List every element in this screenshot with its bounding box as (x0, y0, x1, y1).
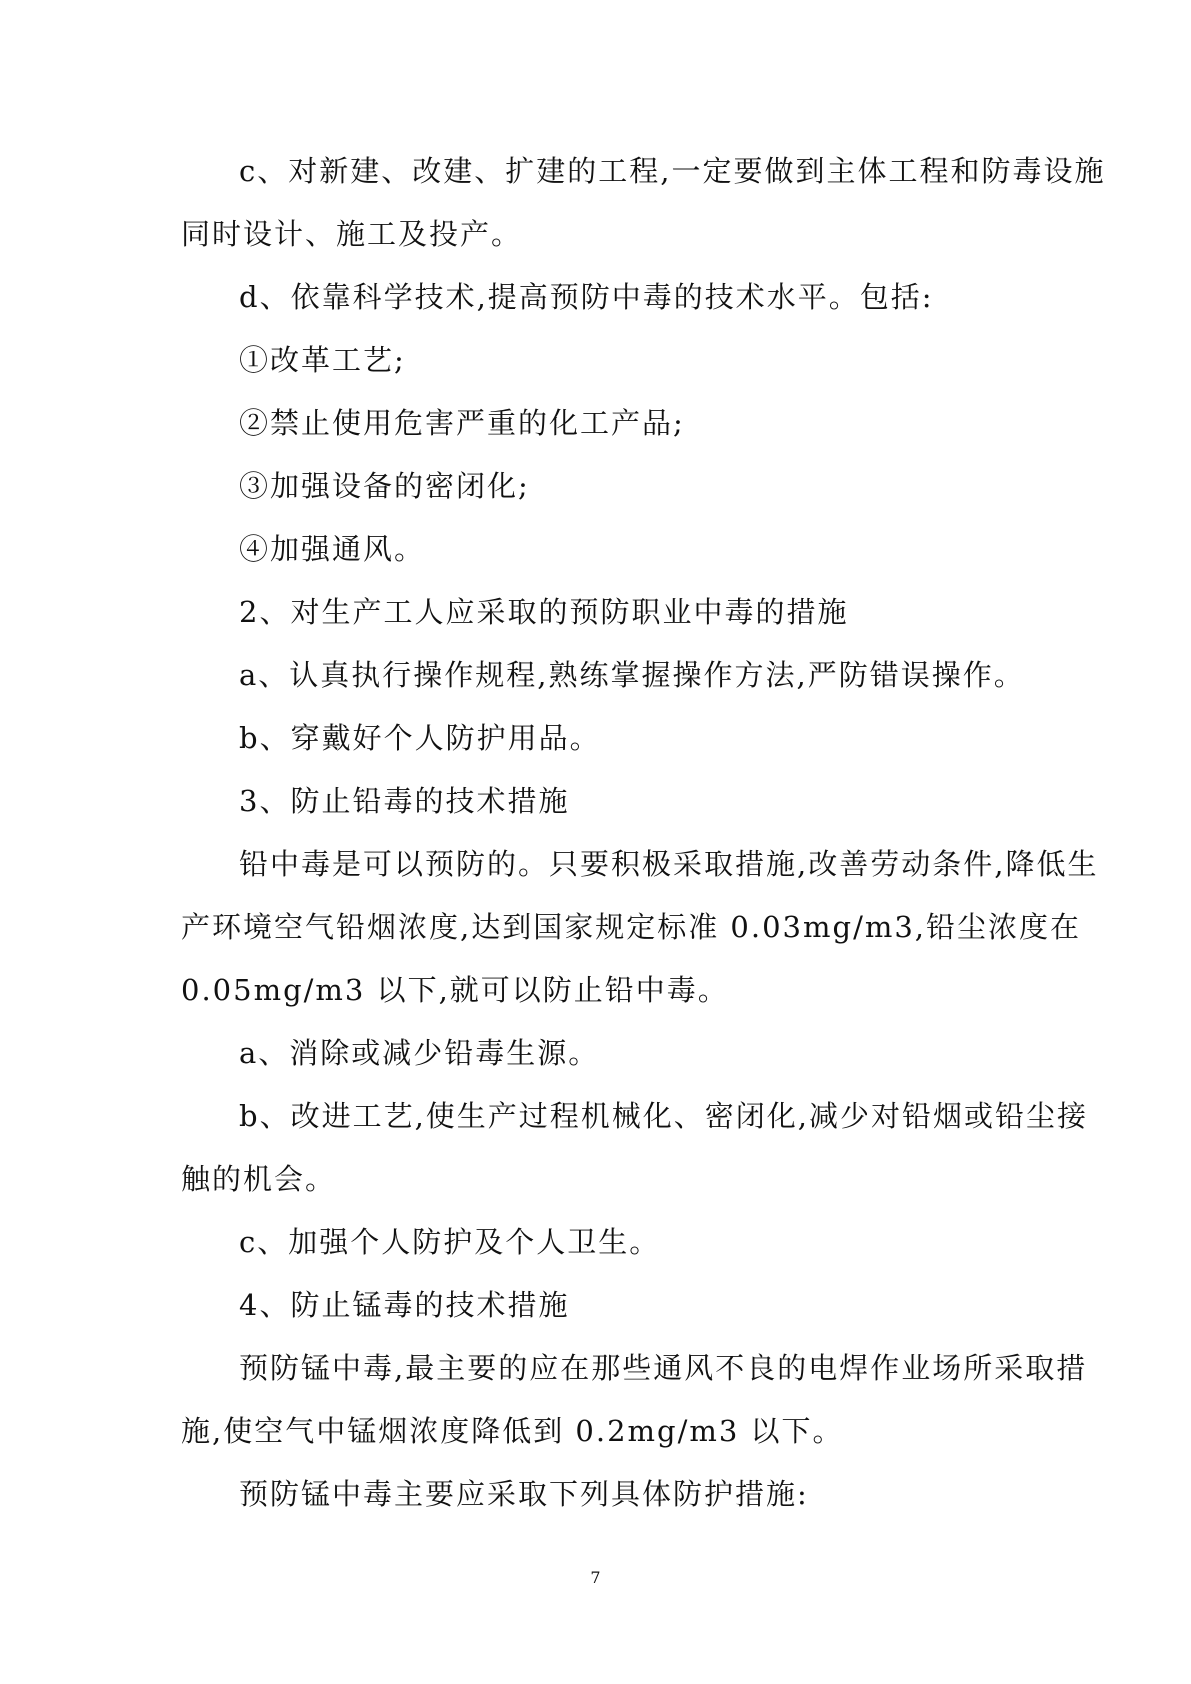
document-body (181, 140, 1106, 1526)
text-line: ①改革工艺; (239, 343, 406, 377)
text-line: ②禁止使用危害严重的化工产品; (239, 406, 685, 440)
text-line: a、消除或减少铅毒生源。 (239, 1036, 600, 1070)
text-line: ③加强设备的密闭化; (239, 469, 530, 503)
text-line: a、认真执行操作规程,熟练掌握操作方法,严防错误操作。 (239, 658, 1025, 692)
text-line: 4、防止锰毒的技术措施 (239, 1288, 570, 1322)
text-line: 2、对生产工人应采取的预防职业中毒的措施 (239, 595, 849, 629)
text-line: 触的机会。 (181, 1162, 337, 1196)
text-line: c、对新建、改建、扩建的工程,一定要做到主体工程和防毒设施 (239, 154, 1106, 188)
text-line: b、改进工艺,使生产过程机械化、密闭化,减少对铅烟或铅尘接 (239, 1099, 1089, 1133)
text-line: 同时设计、施工及投产。 (181, 217, 523, 251)
text-line: d、依靠科学技术,提高预防中毒的技术水平。包括: (239, 280, 934, 314)
page-number: 7 (590, 1568, 601, 1587)
text-line: 产环境空气铅烟浓度,达到国家规定标准 0.03mg/m3,铅尘浓度在 (181, 910, 1082, 944)
text-line: 预防锰中毒主要应采取下列具体防护措施: (239, 1477, 809, 1511)
text-line: 施,使空气中锰烟浓度降低到 0.2mg/m3 以下。 (181, 1414, 844, 1448)
text-line: b、穿戴好个人防护用品。 (239, 721, 601, 755)
text-line: ④加强通风。 (239, 532, 426, 566)
text-line: 预防锰中毒,最主要的应在那些通风不良的电焊作业场所采取措 (239, 1351, 1088, 1385)
text-line: c、加强个人防护及个人卫生。 (239, 1225, 661, 1259)
text-line: 0.05mg/m3 以下,就可以防止铅中毒。 (181, 973, 729, 1007)
text-line: 铅中毒是可以预防的。只要积极采取措施,改善劳动条件,降低生 (239, 847, 1099, 881)
text-line: 3、防止铅毒的技术措施 (239, 784, 570, 818)
